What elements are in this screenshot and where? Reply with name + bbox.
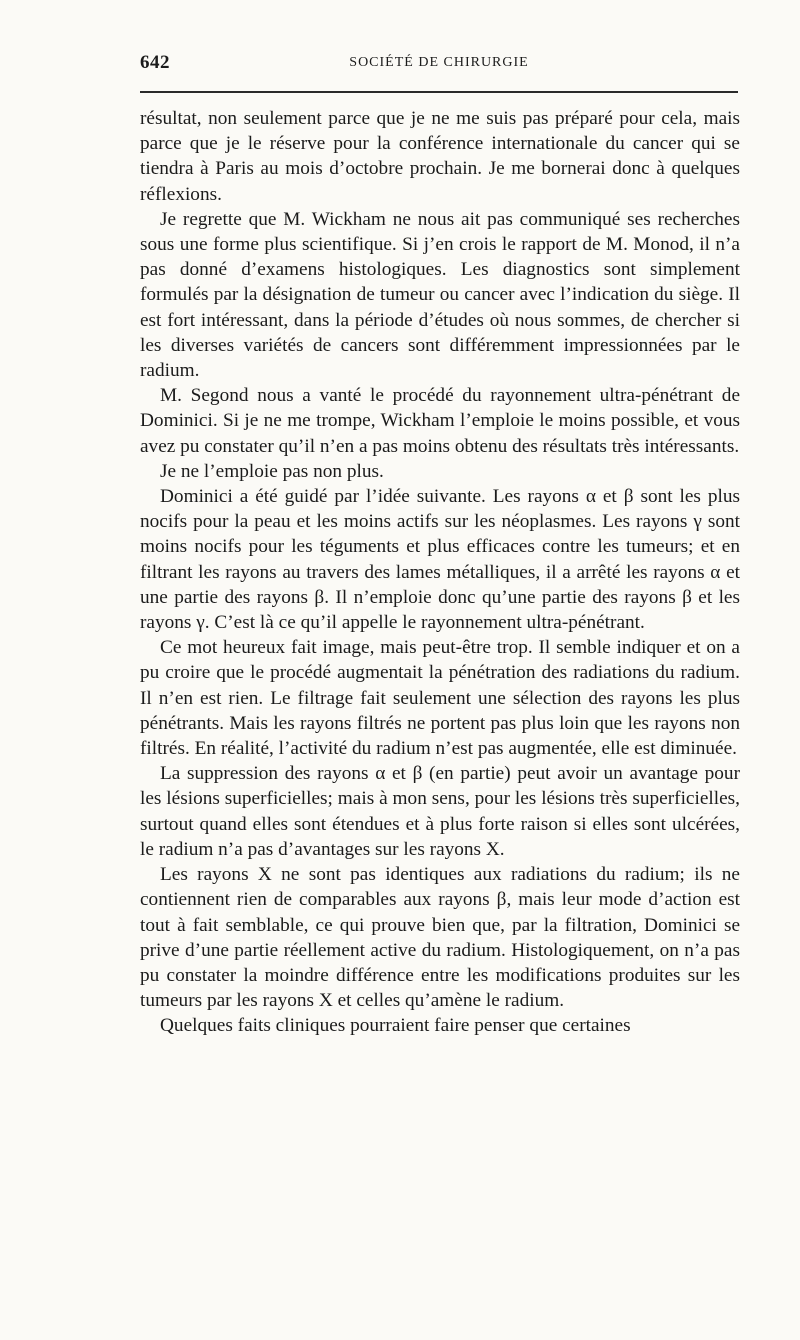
paragraph: Je ne l’emploie pas non plus. — [160, 460, 384, 482]
body-text — [140, 106, 740, 1039]
paragraph-continued: résultat, non seulement parce que je ne me suis pas préparé pour cela, mais parce que je le réserve pour la conférence internationale du cancer qui se tiendra à Paris au mois d’octobre prochain. Je me bornerai donc à quelques réflexions. — [140, 108, 740, 205]
paragraph: M. Segond nous a vanté le procédé du rayonnement ultra-pénétrant de Dominici. Si je ne me trompe, Wickham l’emploie le moins possible, et vous avez pu constater qu’il n’en a pas moins obtenu des résultats très intéressants. — [140, 385, 740, 457]
paragraph: Les rayons X ne sont pas identiques aux radiations du radium; ils ne contiennent rien de comparables aux rayons β, mais leur mode d’action est tout à fait semblable, ce qui prouve bien que, par la filtration, Dominici se prive d’une partie réellement active du radium. Histologiquement, on n’a pas pu constater la moindre différence entre les modifications produites sur les tumeurs par les rayons X et celles qu’amène le radium. — [140, 864, 740, 1012]
paragraph: Quelques faits cliniques pourraient faire penser que certaines — [160, 1015, 631, 1037]
header-rule — [140, 91, 738, 93]
paragraph: La suppression des rayons α et β (en partie) peut avoir un avantage pour les lésions superficielles; mais à mon sens, pour les lésions très superficielles, surtout quand elles sont étendues et à plus forte raison si elles sont ulcérées, le radium n’a pas d’avantages sur les rayons X. — [140, 763, 740, 860]
page-number: 642 — [140, 52, 170, 73]
page-header — [140, 52, 738, 78]
paragraph: Je regrette que M. Wickham ne nous ait pas communiqué ses recherches sous une forme plus scientifique. Si j’en crois le rapport de M. Monod, il n’a pas donné d’examens histologiques. Les diagnostics sont simplement formulés par la désignation de tumeur ou cancer avec l’indication du siège. Il est fort intéressant, dans la période d’études où nous sommes, de chercher si les diverses variétés de cancers sont différemment impressionnées par le radium. — [140, 208, 740, 382]
running-head: SOCIÉTÉ DE CHIRURGIE — [349, 55, 529, 70]
paragraph: Ce mot heureux fait image, mais peut-être trop. Il semble indiquer et on a pu croire que le procédé augmentait la pénétration des radiations du radium. Il n’en est rien. Le filtrage fait seulement une sélection des rayons les plus pénétrants. Mais les rayons filtrés ne portent pas plus loin que les rayons non filtrés. En réalité, l’activité du radium n’est pas augmentée, elle est diminuée. — [140, 637, 740, 760]
paragraph: Dominici a été guidé par l’idée suivante. Les rayons α et β sont les plus nocifs pour la peau et les moins actifs sur les néoplasmes. Les rayons γ sont moins nocifs pour les téguments et plus efficaces contre les tumeurs; et en filtrant les rayons au travers des lames métalliques, il a arrêté les rayons α et une partie des rayons β. Il n’emploie donc qu’une partie des rayons β et les rayons γ. C’est là ce qu’il appelle le rayonnement ultra-pénétrant. — [140, 486, 740, 634]
